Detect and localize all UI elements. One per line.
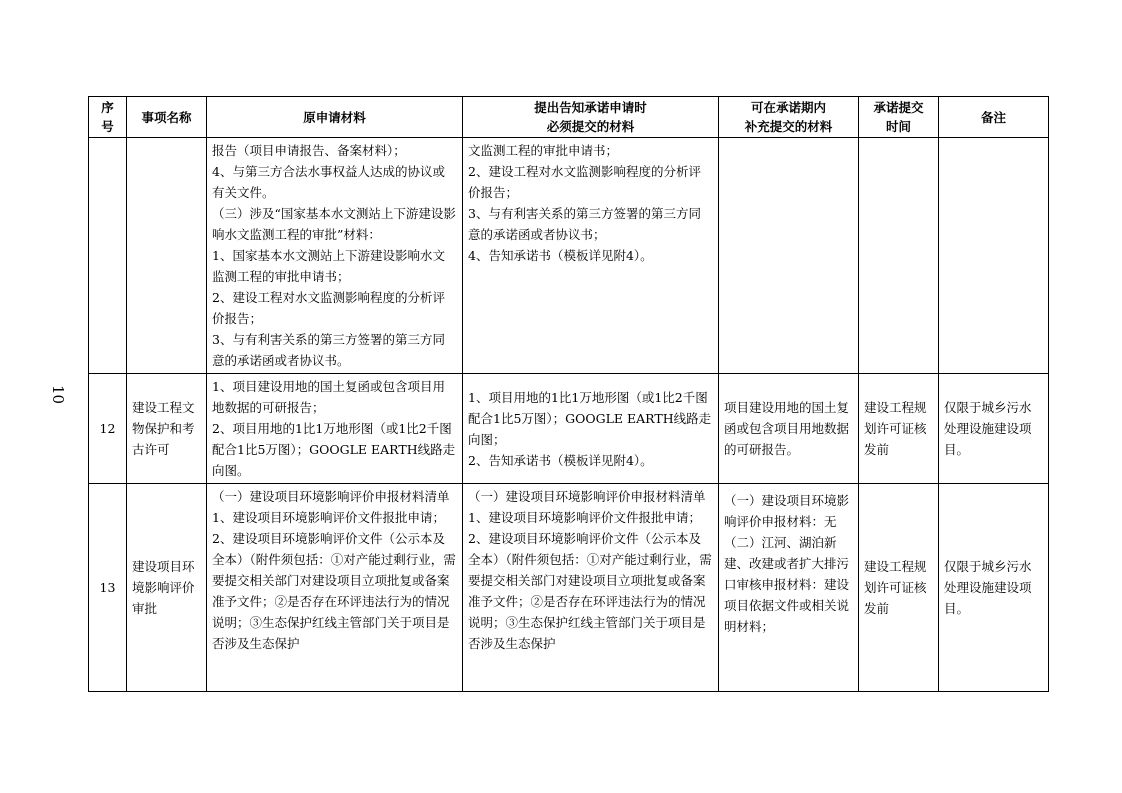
cell-seq	[89, 138, 127, 374]
cell-required-materials: 1、项目用地的1比1万地形图（或1比2千图配合1比5万图）；GOOGLE EARTH线路走向图； 2、告知承诺书（模板详见附4）。	[463, 374, 719, 484]
cell-note	[939, 138, 1049, 374]
cell-original-materials: 1、项目建设用地的国土复函或包含项目用地数据的可研报告； 2、项目用地的1比1万地形图（或1比2千图配合1比5万图）；GOOGLE EARTH线路走向图。	[207, 374, 463, 484]
cell-submit-time: 建设工程规划许可证核发前	[859, 484, 939, 692]
header-item-name: 事项名称	[127, 97, 207, 138]
cell-required-materials: （一）建设项目环境影响评价申报材料清单 1、建设项目环境影响评价文件报批申请； 2、建设项目环境影响评价文件（公示本及全本）（附件须包括：①对产能过剩行业，需要提交相关部门对建设项目立项批复或备案准予文件；②是否存在环评违法行为的情况说明；③生态保护红线主管部门关于项目是否涉及生态保护	[463, 484, 719, 692]
cell-note: 仅限于城乡污水处理设施建设项目。	[939, 484, 1049, 692]
cell-seq: 13	[89, 484, 127, 692]
cell-seq: 12	[89, 374, 127, 484]
cell-original-materials: 报告（项目申请报告、备案材料）； 4、与第三方合法水事权益人达成的协议或有关文件。 （三）涉及“国家基本水文测站上下游建设影响水文监测工程的审批”材料： 1、国家基本水文测站上下游建设影响水文监测工程的审批申请书； 2、建设工程对水文监测影响程度的分析评价报告； 3、与有利害关系的第三方签署的第三方同意的承诺函或者协议书。	[207, 138, 463, 374]
header-submit-time: 承诺提交 时间	[859, 97, 939, 138]
header-supplement-materials: 可在承诺期内 补充提交的材料	[719, 97, 859, 138]
cell-item-name: 建设工程文物保护和考古许可	[127, 374, 207, 484]
cell-submit-time: 建设工程规划许可证核发前	[859, 374, 939, 484]
approval-materials-table	[88, 96, 1049, 692]
cell-supplement-materials: 项目建设用地的国土复函或包含项目用地数据的可研报告。	[719, 374, 859, 484]
header-required-materials: 提出告知承诺申请时 必须提交的材料	[463, 97, 719, 138]
table-row	[89, 484, 1049, 692]
table-row	[89, 138, 1049, 374]
cell-required-materials: 文监测工程的审批申请书； 2、建设工程对水文监测影响程度的分析评价报告； 3、与有利害关系的第三方签署的第三方同意的承诺函或者协议书； 4、告知承诺书（模板详见附4）。	[463, 138, 719, 374]
header-note: 备注	[939, 97, 1049, 138]
table-header-row	[89, 97, 1049, 138]
cell-submit-time	[859, 138, 939, 374]
cell-note: 仅限于城乡污水处理设施建设项目。	[939, 374, 1049, 484]
cell-supplement-materials	[719, 138, 859, 374]
header-seq: 序 号	[89, 97, 127, 138]
cell-item-name: 建设项目环境影响评价审批	[127, 484, 207, 692]
cell-original-materials: （一）建设项目环境影响评价申报材料清单 1、建设项目环境影响评价文件报批申请； 2、建设项目环境影响评价文件（公示本及全本）（附件须包括：①对产能过剩行业，需要提交相关部门对建设项目立项批复或备案准予文件；②是否存在环评违法行为的情况说明；③生态保护红线主管部门关于项目是否涉及生态保护	[207, 484, 463, 692]
cell-supplement-materials: （一）建设项目环境影响评价申报材料：无 （二）江河、湖泊新建、改建或者扩大排污口审核申报材料：建设项目依据文件或相关说明材料；	[719, 484, 859, 692]
table-row	[89, 374, 1049, 484]
cell-item-name	[127, 138, 207, 374]
page-number: 10	[49, 384, 68, 405]
header-original-materials: 原申请材料	[207, 97, 463, 138]
